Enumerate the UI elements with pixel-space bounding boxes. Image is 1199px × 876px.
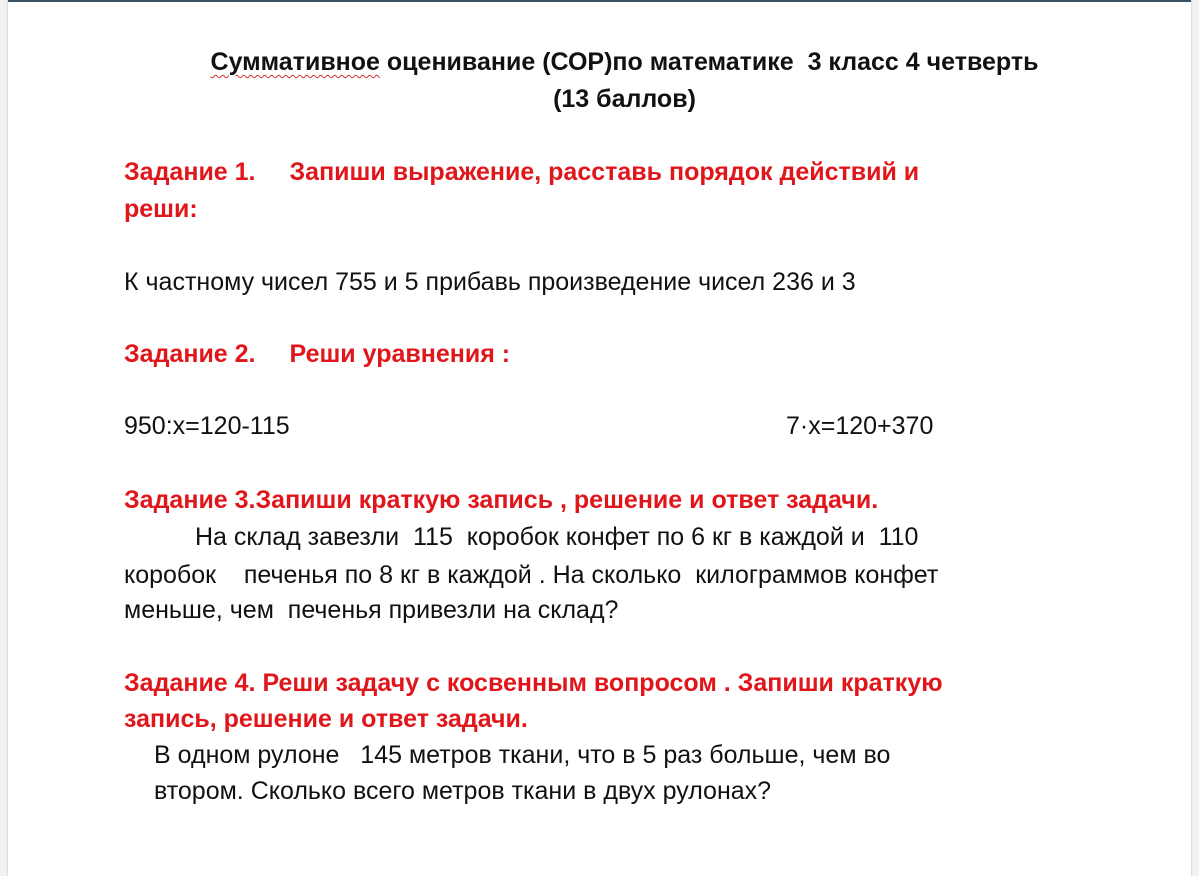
task4-heading-line2: запись, решение и ответ задачи. xyxy=(124,705,528,733)
task2-instruction: Реши уравнения : xyxy=(289,340,511,368)
task3-line-2: коробок печенья по 8 кг в каждой . На сколько килограммов конфет xyxy=(124,561,939,589)
task2-heading xyxy=(124,336,510,372)
task4-line-1: В одном рулоне 145 метров ткани, что в 5 раз больше, чем во xyxy=(154,741,891,769)
document-title xyxy=(8,44,1199,118)
task1-instruction-line1: Запиши выражение, расставь порядок действий и xyxy=(289,158,920,186)
title-spellcheck-word: Суммативное xyxy=(210,48,380,76)
task3-heading: Задание 3.Запиши краткую запись , решение и ответ задачи. xyxy=(124,486,879,514)
task1-label: Задание 1. xyxy=(124,158,256,186)
title-line-1 xyxy=(8,44,1199,81)
task3-line-1: На склад завезли 115 коробок конфет по 6 кг в каждой и 110 xyxy=(195,523,919,551)
title-line-1-rest: оценивание (СОР)по математике 3 класс 4 четверть xyxy=(379,48,1039,76)
task1-heading-line1 xyxy=(124,154,919,190)
task1-instruction-line2: реши: xyxy=(124,195,198,223)
task2-equation-1: 950:x=120-115 xyxy=(124,412,290,440)
task2-equation-2: 7·x=120+370 xyxy=(786,412,934,440)
document-page xyxy=(8,0,1191,876)
task2-label: Задание 2. xyxy=(124,340,256,368)
task4-heading-line1: Задание 4. Реши задачу с косвенным вопросом . Запиши краткую xyxy=(124,669,943,697)
title-line-2: (13 баллов) xyxy=(553,85,696,113)
task4-line-2: втором. Сколько всего метров ткани в двух рулонах? xyxy=(154,777,772,805)
task3-line-3: меньше, чем печенья привезли на склад? xyxy=(124,596,619,624)
task1-text: К частному чисел 755 и 5 прибавь произведение чисел 236 и 3 xyxy=(124,268,856,296)
